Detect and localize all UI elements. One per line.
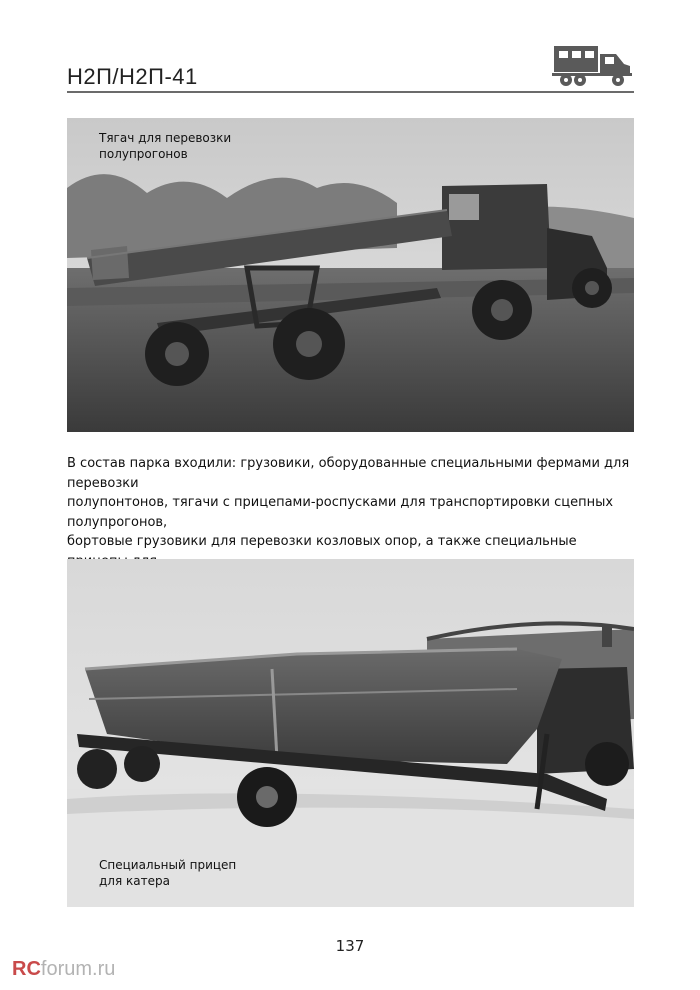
watermark bbox=[12, 958, 115, 981]
photo-tractor bbox=[67, 118, 634, 432]
photo1-caption: Тягач для перевозки полупрогонов bbox=[99, 131, 232, 161]
page-number: 137 bbox=[335, 937, 365, 955]
page-header-title: Н2П/Н2П-41 bbox=[67, 64, 198, 89]
watermark-domain: forum.ru bbox=[40, 958, 116, 980]
body-paragraph: В состав парка входили: грузовики, оборудованные специальными фермами для перевозки полупонтонов, тягачи с прицепами-роспусками для транспортировки сцепных полупрогонов, бортовые грузовики для перевозки козловых опор, а также специальные bbox=[67, 456, 630, 549]
photo-boat-trailer bbox=[67, 559, 634, 907]
truck-icon bbox=[550, 42, 636, 88]
photo2-caption: Специальный прицеп для катера bbox=[99, 858, 237, 888]
header-divider bbox=[67, 91, 634, 93]
watermark-rc: RC bbox=[12, 958, 41, 980]
